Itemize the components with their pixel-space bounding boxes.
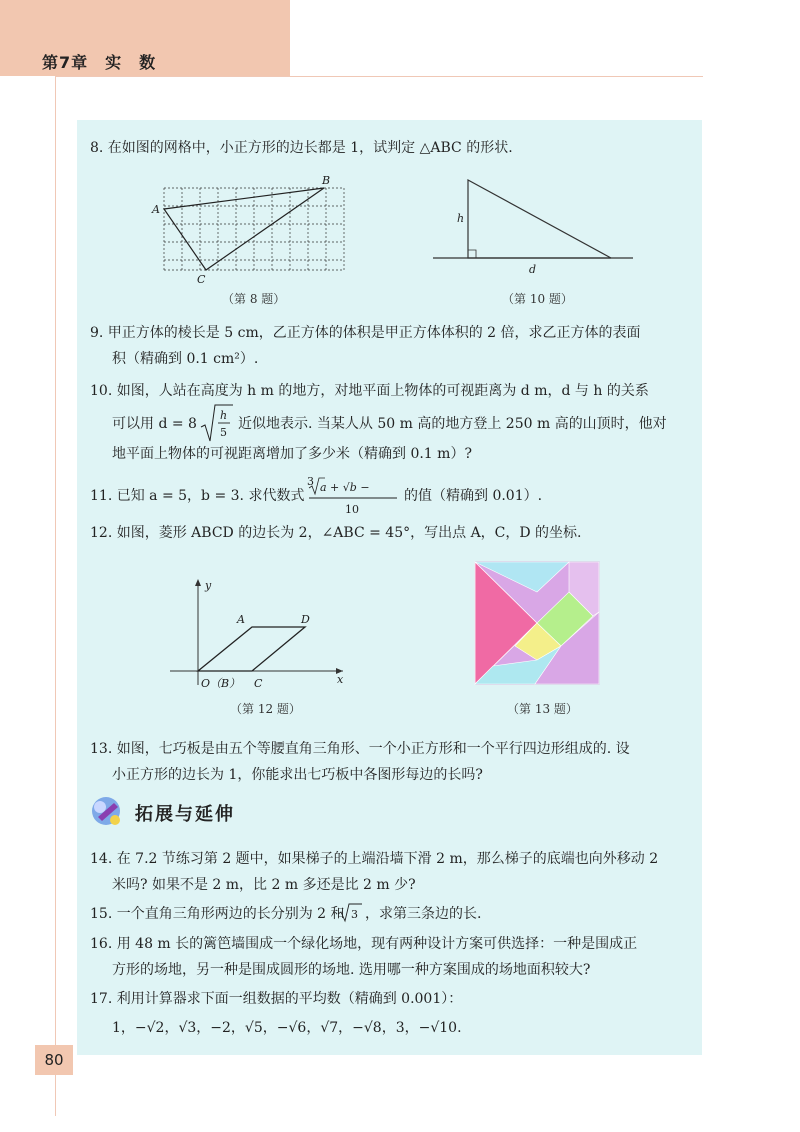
section-title: 拓展与延伸 [135,804,235,825]
question-10-line2: 近似地表示. 当某人从 50 m 高的地方登上 250 m 高的山顶时，他对 [238,416,667,432]
figure-8-grid-triangle [150,174,370,288]
page-number: 80 [35,1045,73,1075]
q11-fraction [305,474,405,518]
question-11-suffix: 的值（精确到 0.01）. [404,488,543,504]
figure-12-rhombus [165,575,355,695]
question-17-line2: 1，−√2，√3，−2，√5，−√6，√7，−√8，3，−√10. [112,1020,462,1036]
chapter-title: 第7章 实 数 [42,53,157,72]
label-A12: A [237,613,245,626]
question-15-suffix: ，求第三条边的长. [365,906,482,922]
label-B: B [322,174,331,187]
cube-root-index: 3 [307,475,314,488]
question-13-line1: 13. 如图，七巧板是由五个等腰直角三角形、一个小正方形和一个平行四边形组成的. 设 [90,741,630,757]
question-17-line1: 17. 利用计算器求下面一组数据的平均数（精确到 0.001）： [90,991,463,1007]
figure-13-tangram [475,562,601,686]
caption-fig10: （第 10 题） [502,292,573,306]
question-15-prefix: 15. 一个直角三角形两边的长分别为 2 和 [90,906,345,922]
question-12: 12. 如图，菱形 ABCD 的边长为 2，∠ABC = 45°，写出点 A，C，D 的坐标. [90,525,582,541]
sqrt-3-radicand: 3 [351,908,358,921]
label-d: d [529,263,537,276]
figure-10-right-triangle [433,180,643,280]
caption-fig12: （第 12 题） [230,702,301,716]
label-C12: C [254,677,263,690]
question-13-line2: 小正方形的边长为 1，你能求出七巧板中各图形每边的长吗? [112,767,483,783]
fraction-numerator: a + √b − [320,481,370,494]
question-14-line1: 14. 在 7.2 节练习第 2 题中，如果梯子的上端沿墙下滑 2 m，那么梯子的底端也向外移动 2 [90,851,659,867]
sqrt-numerator: h [220,409,228,422]
question-9-line1: 9. 甲正方体的棱长是 5 cm，乙正方体的体积是甲正方体体积的 2 倍，求乙正方体的表面 [90,325,641,341]
question-10-formula-prefix: 可以用 d = 8 [112,416,197,432]
question-14-line2: 米吗? 如果不是 2 m，比 2 m 多还是比 2 m 少? [112,877,416,893]
caption-fig8: （第 8 题） [222,292,286,306]
rhombus-abcd [198,627,305,671]
label-OB: O（B） [201,677,241,690]
section-icon [88,795,128,829]
sqrt-3 [338,902,366,924]
question-10-line1: 10. 如图，人站在高度为 h m 的地方，对地平面上物体的可视距离为 d m，d 与 h 的关系 [90,383,649,399]
question-11-prefix: 11. 已知 a = 5，b = 3. 求代数式 [90,488,305,504]
header-rule [55,76,703,77]
question-9-line2: 积（精确到 0.1 cm²）. [112,351,259,367]
question-16-line2: 方形的场地，另一种是围成圆形的场地. 选用哪一种方案围成的场地面积较大? [112,962,591,978]
label-C: C [197,273,206,286]
question-10-line3: 地平面上物体的可视距离增加了多少米（精确到 0.1 m）? [112,446,472,462]
question-8: 8. 在如图的网格中，小正方形的边长都是 1，试判定 △ABC 的形状. [90,140,513,156]
label-A: A [152,203,160,216]
label-h: h [457,212,465,225]
label-x: x [337,673,344,686]
caption-fig13: （第 13 题） [507,702,578,716]
fraction-denominator: 10 [345,503,359,516]
label-y: y [205,579,212,592]
sqrt-h-over-5 [201,403,235,447]
question-16-line1: 16. 用 48 m 长的篱笆墙围成一个绿化场地，现有两种设计方案可供选择：一种是围成正 [90,936,638,952]
margin-rule [55,76,56,1116]
label-D12: D [301,613,310,626]
triangle-abc [164,188,324,270]
sqrt-denominator: 5 [220,426,227,439]
